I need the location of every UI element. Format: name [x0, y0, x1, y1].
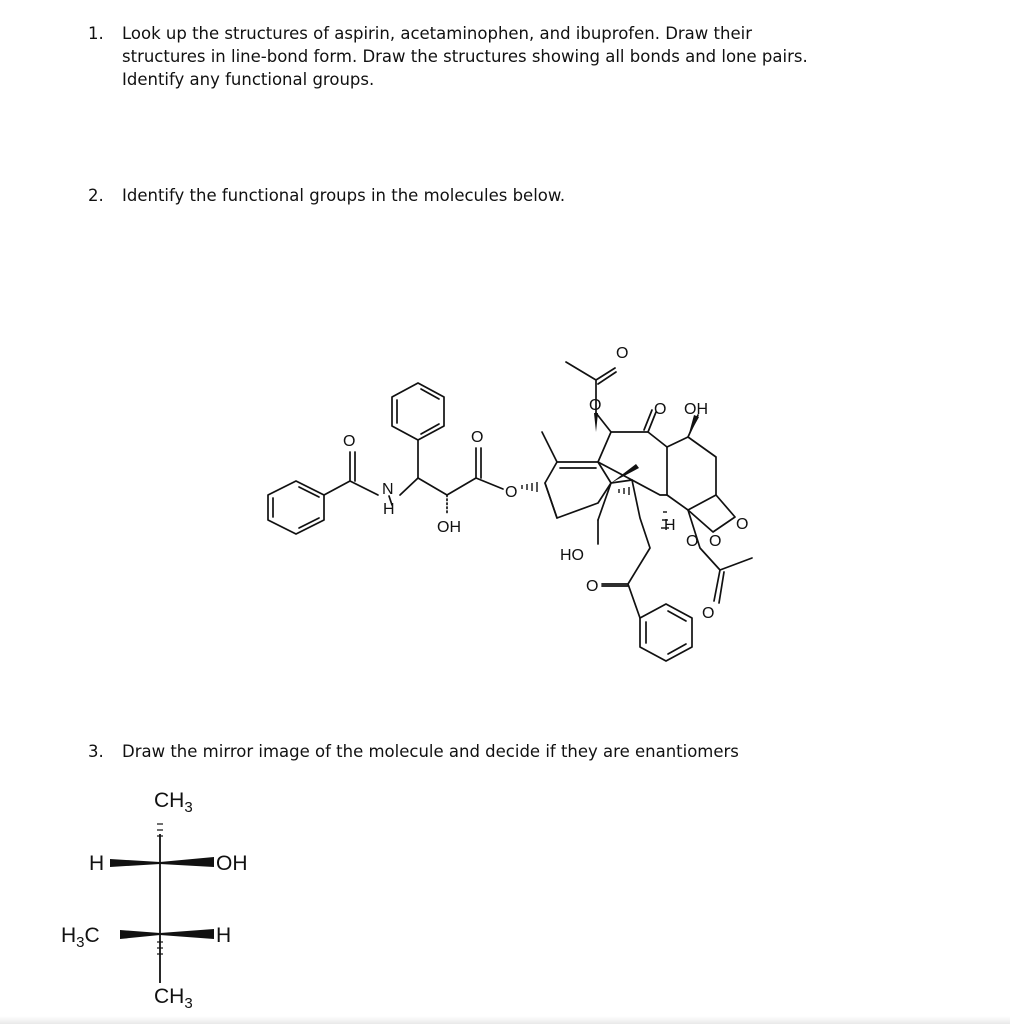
- label-o-acetyl-top: O: [616, 345, 629, 362]
- bottom-edge-shadow: [0, 1016, 1010, 1024]
- fischer-left-lower: $H_3C$: [61, 924, 100, 951]
- label-n: N: [382, 481, 394, 498]
- question-1-line-2: structures in line-bond form. Draw the structures showing all bonds and lone pairs.: [122, 47, 808, 66]
- question-2-number: 2.: [88, 186, 104, 205]
- label-h-bridge: H: [664, 517, 676, 534]
- fischer-bottom-group: $CH_3$: [154, 985, 193, 1012]
- fischer-right-upper: OH: [216, 852, 248, 875]
- label-o-amide: O: [343, 433, 356, 450]
- question-1-line-3: Identify any functional groups.: [122, 70, 375, 89]
- label-o-ester: O: [471, 429, 484, 446]
- label-o-link: O: [505, 484, 518, 501]
- question-3-line-1: Draw the mirror image of the molecule and decide if they are enantiomers: [122, 742, 739, 761]
- label-ho-bottom: HO: [560, 547, 584, 564]
- label-o-ketone: O: [654, 401, 667, 418]
- label-o-acetate: O: [702, 605, 715, 622]
- fischer-top-group: $CH_3$: [154, 789, 193, 816]
- label-o-benzoyl-ring: O: [686, 533, 699, 550]
- label-nh-h: H: [383, 501, 395, 518]
- label-o-benzoate: O: [586, 578, 599, 595]
- fischer-right-lower: H: [216, 924, 232, 947]
- question-2-line-1: Identify the functional groups in the molecules below.: [122, 186, 566, 205]
- question-1-number: 1.: [88, 24, 104, 43]
- label-oh-top: OH: [684, 401, 708, 418]
- label-o-ester-top: O: [589, 397, 602, 414]
- label-oh-side: OH: [437, 519, 461, 536]
- question-1-line-1: Look up the structures of aspirin, acetaminophen, and ibuprofen. Draw their: [122, 24, 752, 43]
- label-o-oxetane: O: [736, 516, 749, 533]
- label-o-acetate-ring: O: [709, 533, 722, 550]
- question-3-number: 3.: [88, 742, 104, 761]
- fischer-left-upper: H: [89, 852, 105, 875]
